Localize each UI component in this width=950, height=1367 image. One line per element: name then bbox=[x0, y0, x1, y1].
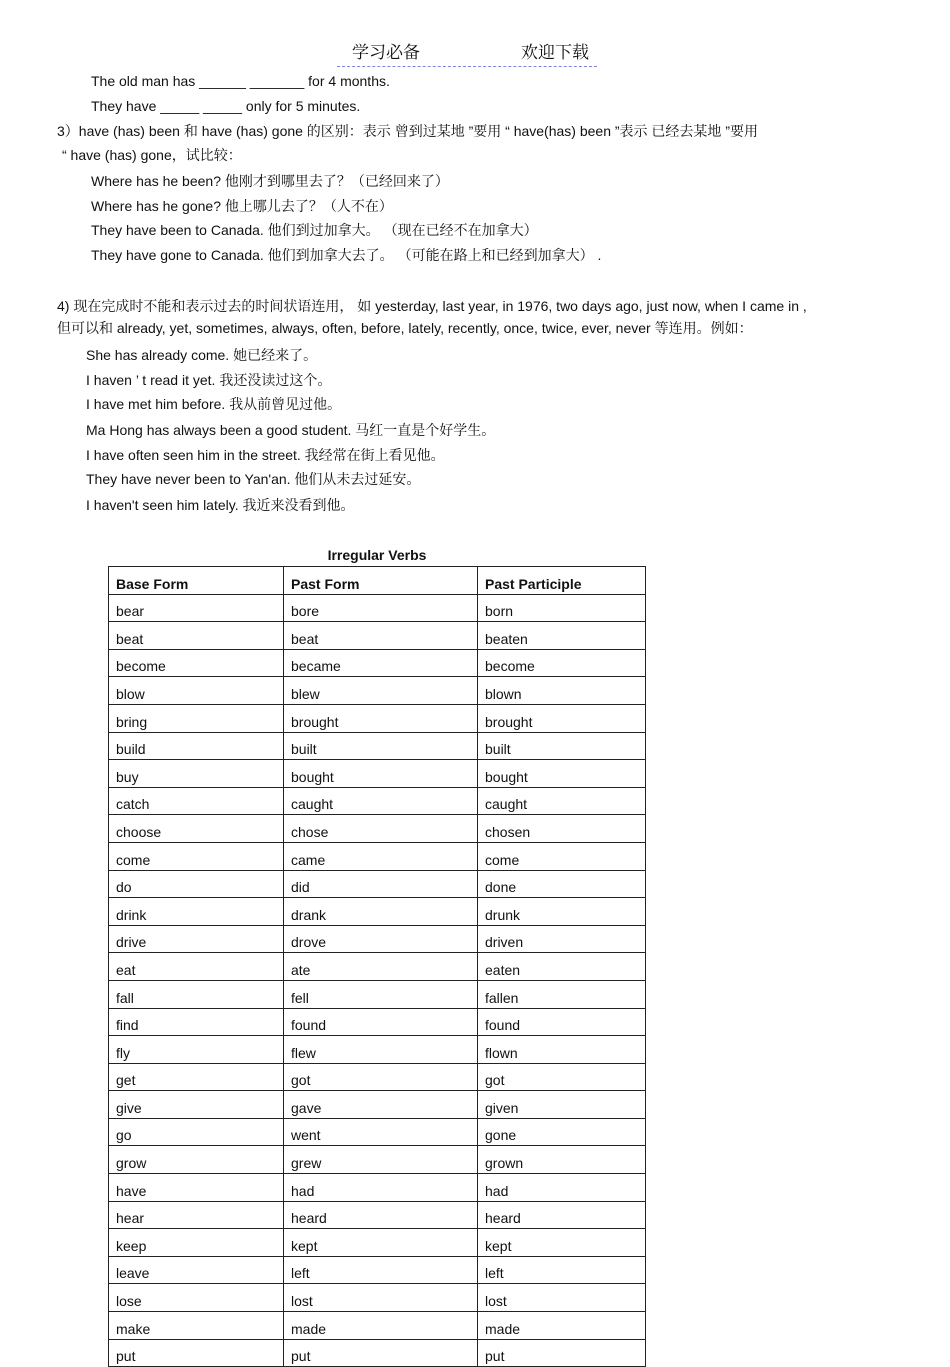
past-form-cell: found bbox=[284, 1008, 478, 1036]
base-form-cell: leave bbox=[109, 1256, 284, 1284]
past-form-cell: drank bbox=[284, 898, 478, 926]
section4-line1: 4) 现在完成时不能和表示过去的时间状语连用， 如 yesterday, last year, in 1976, two days ago, just now, when I came in , bbox=[57, 298, 807, 314]
table-row bbox=[109, 1256, 646, 1284]
table-row bbox=[109, 1118, 646, 1146]
past-form-cell: blew bbox=[284, 677, 478, 705]
base-form-cell: do bbox=[109, 870, 284, 898]
table-row bbox=[109, 704, 646, 732]
past-form-cell: made bbox=[284, 1312, 478, 1340]
past-participle-cell: come bbox=[478, 842, 646, 870]
past-form-cell: brought bbox=[284, 704, 478, 732]
base-form-cell: grow bbox=[109, 1146, 284, 1174]
table-row bbox=[109, 842, 646, 870]
past-form-cell: chose bbox=[284, 815, 478, 843]
section4-example: I haven't seen him lately. 我近来没看到他。 bbox=[86, 497, 355, 513]
past-form-cell: heard bbox=[284, 1201, 478, 1229]
section4-example: I have met him before. 我从前曾见过他。 bbox=[86, 396, 342, 412]
base-form-cell: beat bbox=[109, 622, 284, 650]
past-form-cell: kept bbox=[284, 1229, 478, 1257]
table-row bbox=[109, 1091, 646, 1119]
past-form-cell: ate bbox=[284, 953, 478, 981]
section3-line2: “ have (has) gone，试比较： bbox=[62, 147, 242, 163]
past-participle-cell: drunk bbox=[478, 898, 646, 926]
base-form-cell: put bbox=[109, 1339, 284, 1367]
past-form-cell: became bbox=[284, 649, 478, 677]
past-participle-cell: blown bbox=[478, 677, 646, 705]
section4-line2: 但可以和 already, yet, sometimes, always, often, before, lately, recently, once, twice, ever, never 等连用。例如： bbox=[57, 320, 753, 336]
section3-line1: 3）have (has) been 和 have (has) gone 的区别：表示 曾到过某地 ”要用 “ have(has) been ”表示 已经去某地 ”要用 bbox=[57, 123, 758, 139]
table-row bbox=[109, 980, 646, 1008]
table-row bbox=[109, 1229, 646, 1257]
base-form-cell: choose bbox=[109, 815, 284, 843]
page-header bbox=[337, 42, 597, 67]
past-form-cell: put bbox=[284, 1339, 478, 1367]
section3-example: Where has he been? 他刚才到哪里去了？（已经回来了） bbox=[91, 173, 449, 189]
past-participle-cell: made bbox=[478, 1312, 646, 1340]
base-form-cell: catch bbox=[109, 787, 284, 815]
header-left-text: 学习必备 bbox=[352, 43, 420, 62]
table-row bbox=[109, 787, 646, 815]
base-form-cell: keep bbox=[109, 1229, 284, 1257]
section4-example: She has already come. 她已经来了。 bbox=[86, 347, 318, 363]
past-form-cell: bore bbox=[284, 594, 478, 622]
past-participle-cell: eaten bbox=[478, 953, 646, 981]
past-form-cell: got bbox=[284, 1063, 478, 1091]
past-form-cell: came bbox=[284, 842, 478, 870]
past-participle-cell: grown bbox=[478, 1146, 646, 1174]
exercise-line-2: They have _____ _____ only for 5 minutes. bbox=[91, 98, 361, 114]
past-participle-cell: given bbox=[478, 1091, 646, 1119]
base-form-cell: fall bbox=[109, 980, 284, 1008]
exercise-line-1: The old man has ______ _______ for 4 months. bbox=[91, 73, 390, 89]
base-form-cell: eat bbox=[109, 953, 284, 981]
table-row bbox=[109, 898, 646, 926]
base-form-cell: bring bbox=[109, 704, 284, 732]
table-row bbox=[109, 815, 646, 843]
past-form-cell: grew bbox=[284, 1146, 478, 1174]
past-form-cell: did bbox=[284, 870, 478, 898]
base-form-cell: find bbox=[109, 1008, 284, 1036]
base-form-cell: blow bbox=[109, 677, 284, 705]
table-row bbox=[109, 594, 646, 622]
past-form-cell: lost bbox=[284, 1284, 478, 1312]
table-row bbox=[109, 1312, 646, 1340]
past-participle-cell: lost bbox=[478, 1284, 646, 1312]
past-participle-cell: kept bbox=[478, 1229, 646, 1257]
base-form-cell: drink bbox=[109, 898, 284, 926]
base-form-cell: become bbox=[109, 649, 284, 677]
table-title: Irregular Verbs bbox=[327, 547, 427, 563]
table-header-row bbox=[109, 567, 646, 595]
past-participle-cell: left bbox=[478, 1256, 646, 1284]
past-participle-cell: caught bbox=[478, 787, 646, 815]
past-participle-cell: built bbox=[478, 732, 646, 760]
base-form-cell: give bbox=[109, 1091, 284, 1119]
past-form-cell: beat bbox=[284, 622, 478, 650]
base-form-cell: go bbox=[109, 1118, 284, 1146]
table-row bbox=[109, 622, 646, 650]
past-participle-cell: done bbox=[478, 870, 646, 898]
section4-example: I haven ’ t read it yet. 我还没读过这个。 bbox=[86, 372, 332, 388]
base-form-cell: lose bbox=[109, 1284, 284, 1312]
table-row bbox=[109, 732, 646, 760]
table-row bbox=[109, 870, 646, 898]
table-row bbox=[109, 1146, 646, 1174]
table-body bbox=[109, 594, 646, 1367]
column-header-past: Past Form bbox=[284, 567, 478, 595]
section3-example: They have gone to Canada. 他们到加拿大去了。 （可能在路上和已经到加拿大） . bbox=[91, 247, 602, 263]
past-form-cell: bought bbox=[284, 760, 478, 788]
table-row bbox=[109, 1174, 646, 1202]
base-form-cell: have bbox=[109, 1174, 284, 1202]
past-participle-cell: got bbox=[478, 1063, 646, 1091]
past-form-cell: had bbox=[284, 1174, 478, 1202]
column-header-participle: Past Participle bbox=[478, 567, 646, 595]
base-form-cell: bear bbox=[109, 594, 284, 622]
table-row bbox=[109, 1036, 646, 1064]
past-participle-cell: heard bbox=[478, 1201, 646, 1229]
base-form-cell: hear bbox=[109, 1201, 284, 1229]
past-participle-cell: had bbox=[478, 1174, 646, 1202]
base-form-cell: get bbox=[109, 1063, 284, 1091]
table-row bbox=[109, 677, 646, 705]
section3-example: They have been to Canada. 他们到过加拿大。 （现在已经不在加拿大） bbox=[91, 222, 538, 238]
table-row bbox=[109, 1008, 646, 1036]
past-participle-cell: beaten bbox=[478, 622, 646, 650]
past-participle-cell: put bbox=[478, 1339, 646, 1367]
past-participle-cell: become bbox=[478, 649, 646, 677]
past-participle-cell: driven bbox=[478, 925, 646, 953]
past-participle-cell: found bbox=[478, 1008, 646, 1036]
past-participle-cell: born bbox=[478, 594, 646, 622]
past-form-cell: left bbox=[284, 1256, 478, 1284]
table-row bbox=[109, 1284, 646, 1312]
past-participle-cell: fallen bbox=[478, 980, 646, 1008]
base-form-cell: fly bbox=[109, 1036, 284, 1064]
section3-example: Where has he gone? 他上哪儿去了？（人不在） bbox=[91, 198, 393, 214]
base-form-cell: buy bbox=[109, 760, 284, 788]
table-row bbox=[109, 1339, 646, 1367]
column-header-base: Base Form bbox=[109, 567, 284, 595]
past-participle-cell: gone bbox=[478, 1118, 646, 1146]
table-row bbox=[109, 760, 646, 788]
table-row bbox=[109, 925, 646, 953]
base-form-cell: make bbox=[109, 1312, 284, 1340]
section4-example: They have never been to Yan'an. 他们从未去过延安。 bbox=[86, 471, 421, 487]
past-form-cell: flew bbox=[284, 1036, 478, 1064]
section4-example: I have often seen him in the street. 我经常在街上看见他。 bbox=[86, 447, 445, 463]
table-row bbox=[109, 1063, 646, 1091]
past-participle-cell: chosen bbox=[478, 815, 646, 843]
irregular-verbs-table bbox=[108, 566, 646, 1367]
table-row bbox=[109, 953, 646, 981]
table-row bbox=[109, 649, 646, 677]
past-participle-cell: bought bbox=[478, 760, 646, 788]
base-form-cell: drive bbox=[109, 925, 284, 953]
past-form-cell: gave bbox=[284, 1091, 478, 1119]
past-form-cell: drove bbox=[284, 925, 478, 953]
section4-example: Ma Hong has always been a good student. 马红一直是个好学生。 bbox=[86, 422, 496, 438]
header-right-text: 欢迎下载 bbox=[521, 43, 589, 62]
past-participle-cell: flown bbox=[478, 1036, 646, 1064]
base-form-cell: come bbox=[109, 842, 284, 870]
past-form-cell: fell bbox=[284, 980, 478, 1008]
past-form-cell: built bbox=[284, 732, 478, 760]
base-form-cell: build bbox=[109, 732, 284, 760]
past-form-cell: caught bbox=[284, 787, 478, 815]
past-form-cell: went bbox=[284, 1118, 478, 1146]
table-row bbox=[109, 1201, 646, 1229]
past-participle-cell: brought bbox=[478, 704, 646, 732]
